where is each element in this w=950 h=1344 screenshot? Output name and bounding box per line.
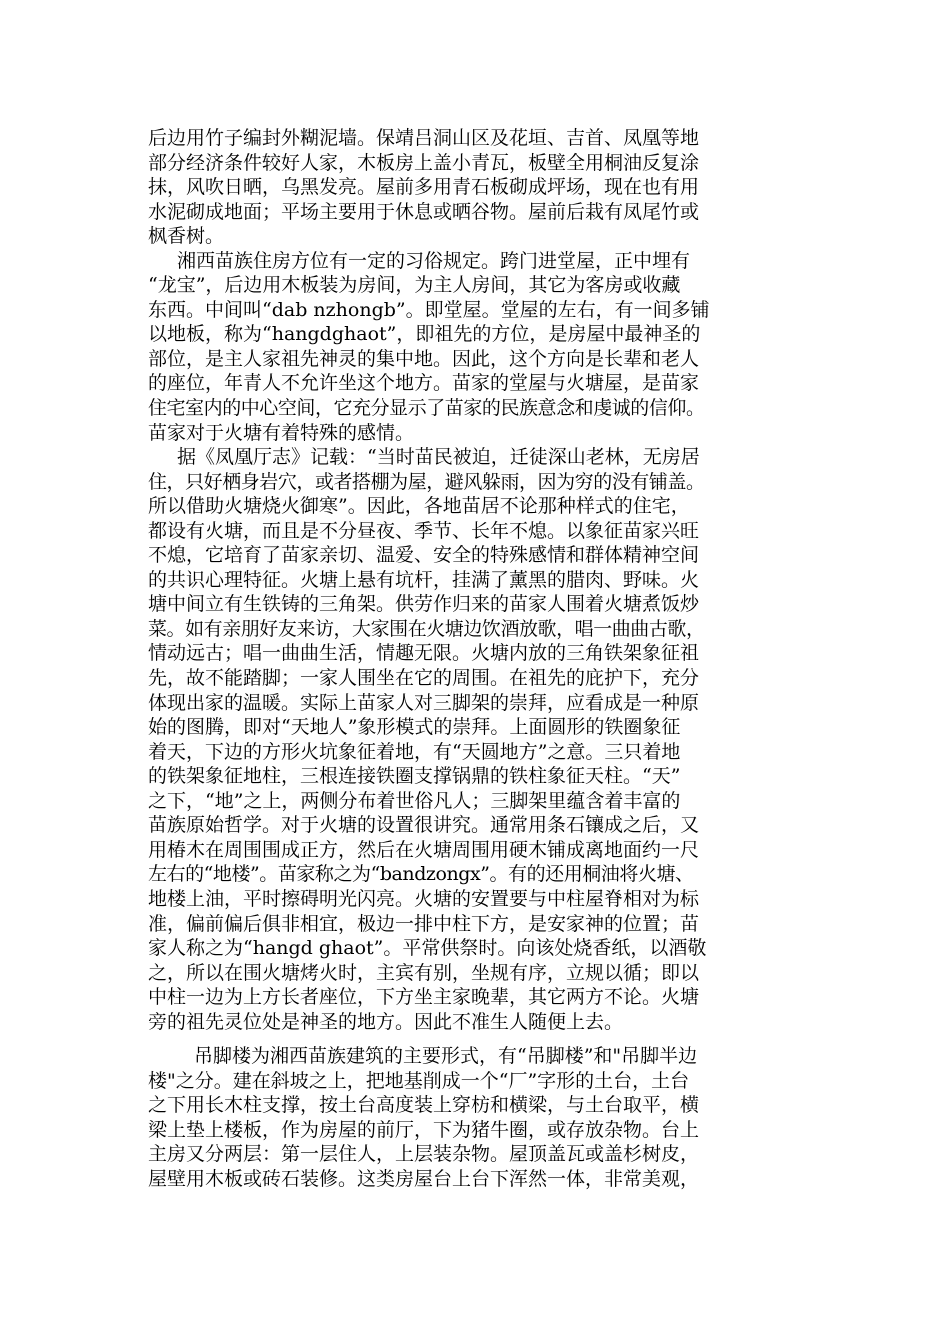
text-line: 之下用长木柱支撑，按土台高度装上穿枋和横梁，与土台取平，横 (148, 1094, 700, 1117)
document-body (148, 126, 808, 1192)
text-line: 先，故不能踏脚；一家人围坐在它的周围。在祖先的庇护下，充分 (148, 667, 700, 690)
text-line: 东西。中间叫“dab nzhongb”。即堂屋。堂屋的左右，有一间多铺 (148, 298, 710, 321)
text-line: 的座位，年青人不允许坐这个地方。苗家的堂屋与火塘屋，是苗家 (148, 372, 700, 395)
text-line: 家人称之为“hangd ghaot”。平常供祭时。向该处烧香纸，以酒敬 (148, 937, 707, 960)
text-line: 湘西苗族住房方位有一定的习俗规定。跨门进堂屋，正中埋有 (177, 249, 691, 272)
text-line: 都设有火塘，而且是不分昼夜、季节、长年不熄。以象征苗家兴旺 (148, 519, 700, 542)
text-line: 苗族原始哲学。对于火塘的设置很讲究。通常用条石镶成之后，又 (148, 814, 700, 837)
text-line: 不熄，它培育了苗家亲切、温爱、安全的特殊感情和群体精神空间 (148, 544, 700, 567)
text-line: 的共识心理特征。火塘上悬有坑杆，挂满了薰黑的腊肉、野味。火 (148, 568, 700, 591)
text-line: 始的图腾，即对“天地人”象形模式的崇拜。上面圆形的铁圈象征 (148, 716, 681, 739)
text-line: 菜。如有亲朋好友来访，大家围在火塘边饮酒放歌，唱一曲曲古歌， (148, 617, 705, 640)
text-line: 据《凤凰厅志》记载：“当时苗民被迫，迁徒深山老林，无房居 (177, 446, 700, 469)
paragraph-house-orientation (148, 249, 808, 445)
text-line: 后边用竹子编封外糊泥墙。保靖吕洞山区及花垣、吉首、凤凰等地 (148, 127, 700, 149)
text-line: “龙宝”，后边用木板装为房间，为主人房间，其它为客房或收藏 (148, 274, 681, 297)
text-line: 中柱一边为上方长者座位，下方坐主家晚辈，其它两方不论。火塘 (148, 986, 700, 1009)
text-line: 地楼上油，平时擦碍明光闪亮。火塘的安置要与中柱屋脊相对为标 (148, 887, 700, 910)
paragraph-fire-pit (148, 445, 808, 1034)
text-line: 枫香树。 (148, 225, 225, 248)
text-line: 屋壁用木板或砖石装修。这类房屋台上台下浑然一体，非常美观， (148, 1167, 700, 1190)
text-line: 准，偏前偏后俱非相宜，极边一排中柱下方，是安家神的位置；苗 (148, 912, 700, 935)
text-line: 旁的祖先灵位处是神圣的地方。因此不准生人随便上去。 (148, 1010, 624, 1033)
text-line: 用椿木在周围围成正方，然后在火塘周围用硬木铺成离地面约一尺 (148, 838, 700, 861)
text-line: 住，只好栖身岩穴，或者搭棚为屋，避风躲雨，因为穷的没有铺盖。 (148, 470, 705, 493)
text-line: 的铁架象征地柱，三根连接铁圈支撑锅鼎的铁柱象征天柱。“天” (148, 765, 681, 788)
text-line: 着天，下边的方形火坑象征着地，有“天圆地方”之意。三只着地 (148, 740, 681, 763)
text-line: 以地板，称为“hangdghaot”，即祖先的方位，是房屋中最神圣的 (148, 323, 701, 346)
text-line: 体现出家的温暖。实际上苗家人对三脚架的崇拜，应看成是一种原 (148, 691, 700, 714)
text-line: 部位，是主人家祖先神灵的集中地。因此，这个方向是长辈和老人 (148, 347, 700, 370)
text-line: 住宅室内的中心空间，它充分显示了苗家的民族意念和虔诚的信仰。 (148, 397, 705, 420)
text-line: 左右的“地楼”。苗家称之为“bandzongx”。有的还用桐油将火塘、 (148, 863, 694, 886)
text-line: 之，所以在围火塘烤火时，主宾有别，坐规有序，立规以循；即以 (148, 961, 700, 984)
paragraph-stilt-house (148, 1044, 808, 1191)
paragraph-continuation (148, 126, 808, 249)
text-line: 水泥砌成地面；平场主要用于休息或晒谷物。屋前后栽有凤尾竹或 (148, 200, 700, 223)
text-line: 吊脚楼为湘西苗族建筑的主要形式，有“吊脚楼”和"吊脚半边 (194, 1045, 698, 1068)
text-line: 苗家对于火塘有着特殊的感情。 (148, 421, 415, 444)
text-line: 所以借助火塘烧火御寒”。因此，各地苗居不论那种样式的住宅， (148, 495, 690, 518)
text-line: 部分经济条件较好人家，木板房上盖小青瓦，板壁全用桐油反复涂 (148, 151, 700, 174)
text-line: 情动远古；唱一曲曲生活，情趣无限。火塘内放的三角铁架象征祖 (148, 642, 700, 665)
text-line: 抹，风吹日晒，乌黑发亮。屋前多用青石板砌成坪场，现在也有用 (148, 176, 700, 199)
text-line: 梁上垫上楼板，作为房屋的前厅，下为猪牛圈，或存放杂物。台上 (148, 1118, 700, 1141)
text-line: 塘中间立有生铁铸的三角架。供劳作归来的苗家人围着火塘煮饭炒 (148, 593, 700, 616)
text-line: 楼"之分。建在斜坡之上，把地基削成一个“厂”字形的土台，土台 (148, 1069, 690, 1092)
text-line: 之下，“地”之上，两侧分布着世俗凡人；三脚架里蕴含着丰富的 (148, 789, 681, 812)
text-line: 主房又分两层：第一层住人，上层装杂物。屋顶盖瓦或盖杉树皮， (148, 1143, 700, 1166)
